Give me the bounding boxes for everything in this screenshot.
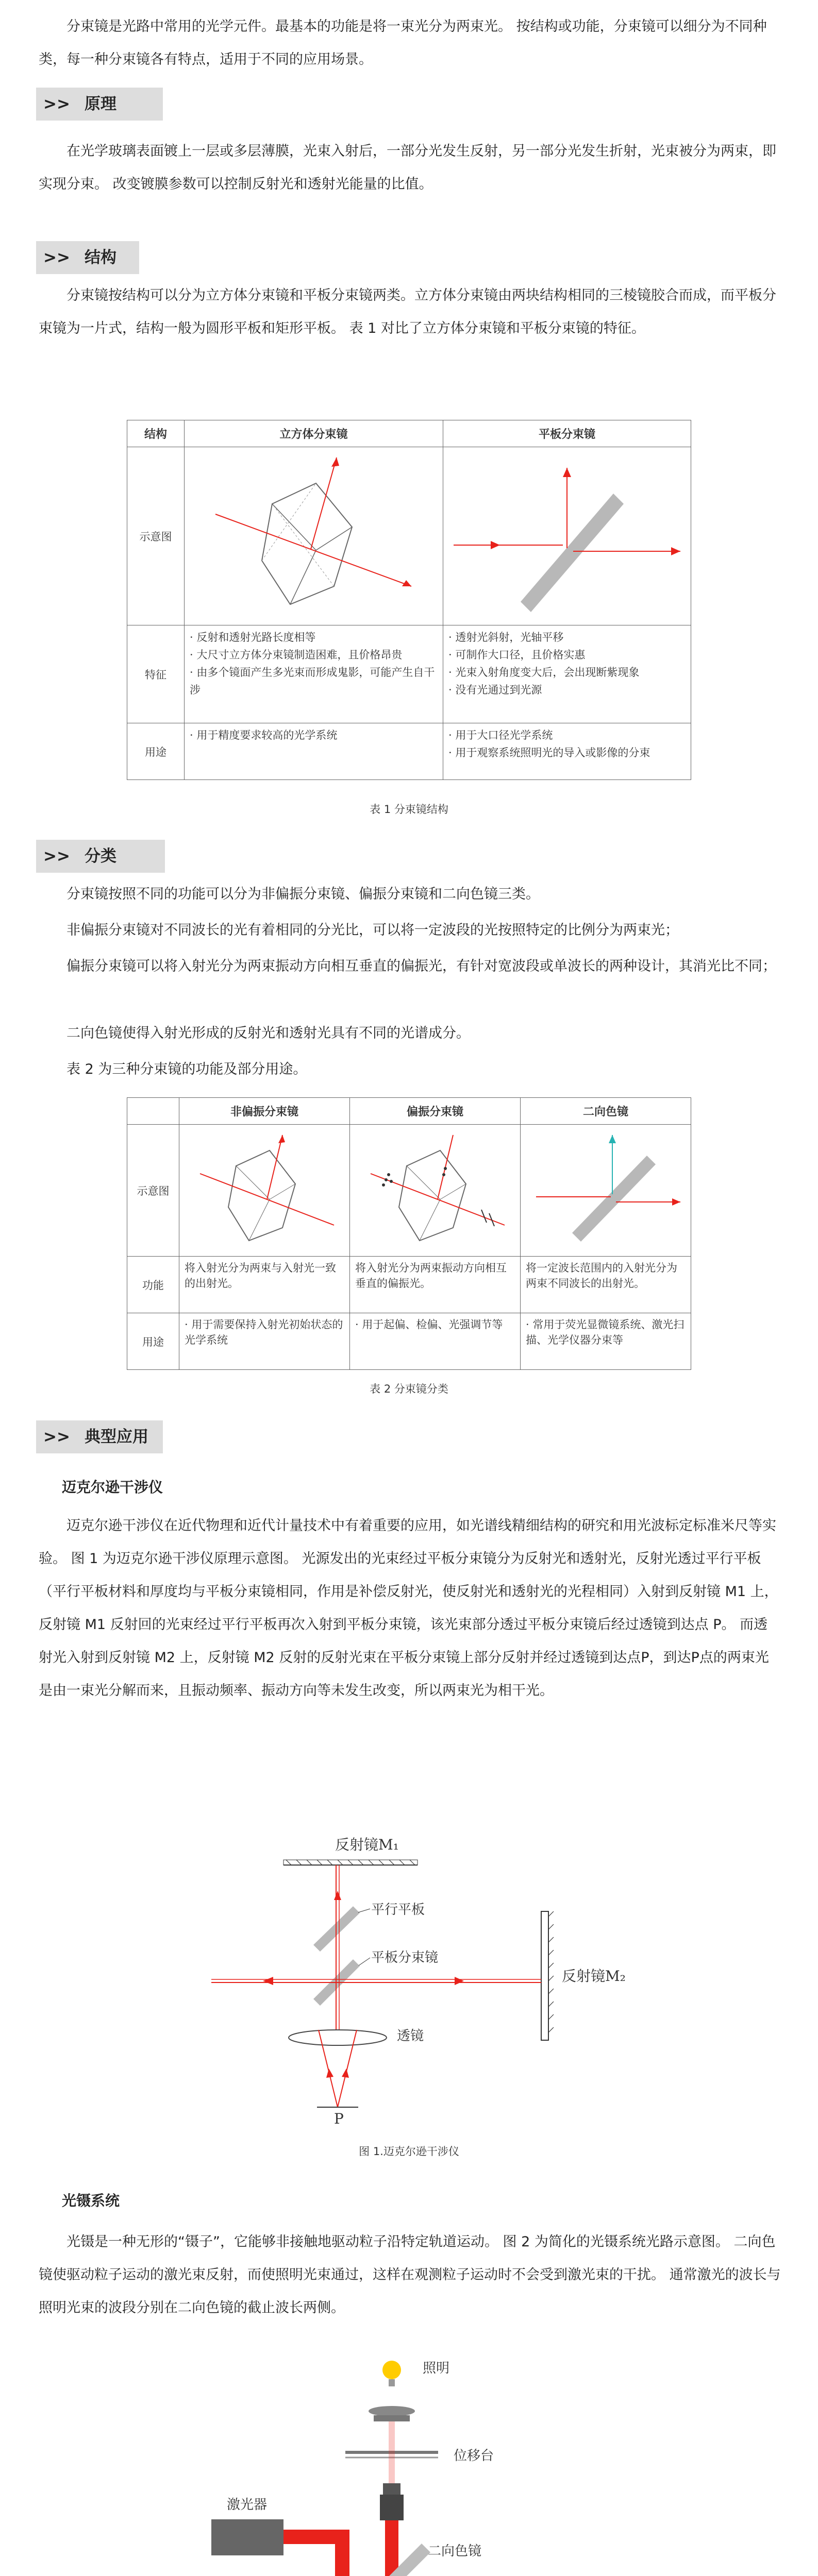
use-cell: · 常用于荧光显微镜系统、激光扫描、光学仪器分束等 — [521, 1313, 691, 1370]
plate-beamsplitter-diagram — [443, 447, 691, 622]
table-1 — [127, 420, 691, 780]
table2-row-label: 功能 — [127, 1257, 179, 1313]
tweezers-figure — [175, 2349, 588, 2576]
principle-heading — [36, 88, 163, 121]
label-light: 照明 — [423, 2361, 450, 2376]
feature-item: · 透射光斜射，光轴平移 — [448, 631, 564, 643]
table-2 — [127, 1097, 691, 1370]
label-stage: 位移台 — [454, 2448, 494, 2464]
cube-diagram-cell — [185, 447, 443, 625]
polarizing-diagram-cell — [350, 1125, 521, 1257]
feature-item: · 大尺寸立方体分束镜制造困难，且价格昂贵 — [190, 649, 403, 661]
use-item: · 用于精度要求较高的光学系统 — [190, 729, 338, 741]
table2-caption: 表 2 分束镜分类 — [370, 1383, 448, 1395]
feature-item: · 反射和透射光路长度相等 — [190, 631, 316, 643]
plate-diagram-cell — [443, 447, 691, 625]
chevron-icon: >> — [43, 95, 70, 113]
label-m2: 反射镜M₂ — [562, 1968, 626, 1985]
non-polarizing-diagram-cell — [179, 1125, 350, 1257]
table2-header: 偏振分束镜 — [350, 1098, 521, 1125]
classification-p5: 表 2 为三种分束镜的功能及部分用途。 — [66, 1061, 307, 1077]
table1-header: 平板分束镜 — [443, 420, 691, 447]
intro-paragraph: 分束镜是光路中常用的光学元件。最基本的功能是将一束光分为两束光。 按结构或功能，分束镜可以细分为不同种类，每一种分束镜各有特点，适用于不同的应用场景。 — [39, 19, 767, 67]
michelson-title: 迈克尔逊干涉仪 — [62, 1479, 163, 1496]
structure-paragraph: 分束镜按结构可以分为立方体分束镜和平板分束镜两类。立方体分束镜由两块结构相同的三棱镜胶合而成，而平板分束镜为一片式，结构一般为圆形平板和矩形平板。 表 1 对比了立方体分束镜和平板分束镜的特征。 — [39, 287, 776, 336]
applications-title: 典型应用 — [85, 1428, 148, 1446]
dichroic-diagram-cell — [521, 1125, 691, 1257]
dichroic-diagram — [521, 1125, 691, 1253]
principle-title: 原理 — [85, 95, 116, 113]
feature-item: · 没有光通过到光源 — [448, 684, 542, 696]
tweezers-paragraph: 光镊是一种无形的“镊子”，它能够非接触地驱动粒子沿特定轨道运动。 图 2 为简化的光镊系统光路示意图。 二向色镜使驱动粒子运动的激光束反射，而使照明光束通过，这样在观测粒子运动时不会受到激光束的干扰。 通常激光的波长与照明光束的波段分别在二向色镜的截止波长两侧。 — [39, 2234, 781, 2316]
use-cell: · 用于起偏、检偏、光强调节等 — [350, 1313, 521, 1370]
function-cell: 将入射光分为两束振动方向相互垂直的偏振光。 — [350, 1257, 521, 1313]
label-bs: 平板分束镜 — [371, 1950, 439, 1965]
classification-title: 分类 — [85, 847, 116, 866]
table1-caption: 表 1 分束镜结构 — [370, 803, 448, 816]
classification-p3: 偏振分束镜可以将入射光分为两束振动方向相互垂直的偏振光，有针对宽波段或单波长的两种设计，其消光比不同； — [66, 958, 776, 974]
tweezers-title: 光镊系统 — [62, 2192, 120, 2209]
cube-beamsplitter-diagram — [185, 447, 432, 622]
polarizing-diagram — [350, 1125, 520, 1253]
michelson-figure — [206, 1834, 626, 2128]
principle-paragraph: 在光学玻璃表面镀上一层或多层薄膜，光束入射后，一部分光发生反射，另一部分光发生折射，光束被分为两束，即实现分束。 改变镀膜参数可以控制反射光和透射光能量的比值。 — [39, 143, 776, 192]
michelson-paragraph: 迈克尔逊干涉仪在近代物理和近代计量技术中有着重要的应用，如光谱线精细结构的研究和用光波标定标准米尺等实验。 图 1 为迈克尔逊干涉仪原理示意图。 光源发出的光束经过平板分束镜分为反射光和透射光，反射光透过平行平板（平行平板材料和厚度均与平板分束镜相同，作用是补偿反射光，使反射光和透射光的光程相同）入射到反射镜 M1 上，反射镜 M1 反射回的光束经过平行平板再次入射到平板分束镜，该光束部分透过平板分束镜后经过透镜到达点 P。 而透射光入射到反射镜 M2 上，反射镜 M2 反射的反射光束在平板分束镜上部分反射并经过透镜到达点P，到达P点的两束光是由一束光分解而来，且振动频率、振动方向等未发生改变，所以两束光为相干光。 — [39, 1518, 778, 1699]
feature-item: · 光束入射角度变大后，会出现断紫现象 — [448, 666, 640, 679]
label-p: P — [334, 2110, 344, 2127]
label-dichroic: 二向色镜 — [428, 2544, 482, 2559]
cube-use-cell — [185, 723, 443, 780]
figure1-caption: 图 1.迈克尔逊干涉仪 — [359, 2145, 459, 2158]
label-lens: 透镜 — [397, 2028, 424, 2044]
table1-row-label: 示意图 — [127, 447, 185, 625]
chevron-icon: >> — [43, 1428, 70, 1446]
table2-header: 非偏振分束镜 — [179, 1098, 350, 1125]
table1-header: 结构 — [127, 420, 185, 447]
function-cell: 将入射光分为两束与入射光一致的出射光。 — [179, 1257, 350, 1313]
table2-row-label: 示意图 — [127, 1125, 179, 1257]
chevron-icon: >> — [43, 248, 70, 267]
use-item: · 用于大口径光学系统 — [448, 729, 553, 741]
classification-p2: 非偏振分束镜对不同波长的光有着相同的分光比，可以将一定波段的光按照特定的比例分为两束光； — [66, 922, 679, 938]
chevron-icon: >> — [43, 847, 70, 866]
table2-header — [127, 1098, 179, 1125]
table1-row-label: 用途 — [127, 723, 185, 780]
plate-use-cell — [443, 723, 691, 780]
table1-row-label: 特征 — [127, 625, 185, 723]
function-cell: 将一定波长范围内的入射光分为两束不同波长的出射光。 — [521, 1257, 691, 1313]
non-polarizing-diagram — [179, 1125, 349, 1253]
cube-features-cell — [185, 625, 443, 723]
label-laser: 激光器 — [227, 2497, 268, 2513]
plate-features-cell — [443, 625, 691, 723]
use-cell: · 用于需要保持入射光初始状态的光学系统 — [179, 1313, 350, 1370]
use-item: · 用于观察系统照明光的导入或影像的分束 — [448, 747, 650, 759]
feature-item: · 由多个镜面产生多光束而形成鬼影，可能产生自干涉 — [190, 666, 435, 696]
label-m1: 反射镜M₁ — [335, 1836, 399, 1853]
structure-heading — [36, 241, 139, 274]
label-plate: 平行平板 — [371, 1902, 425, 1918]
structure-title: 结构 — [85, 248, 116, 267]
table2-header: 二向色镜 — [521, 1098, 691, 1125]
feature-item: · 可制作大口径，且价格实惠 — [448, 649, 586, 661]
classification-p4: 二向色镜使得入射光形成的反射光和透射光具有不同的光谱成分。 — [66, 1025, 470, 1041]
classification-heading — [36, 840, 165, 873]
classification-p1: 分束镜按照不同的功能可以分为非偏振分束镜、偏振分束镜和二向色镜三类。 — [66, 886, 540, 902]
applications-heading — [36, 1420, 163, 1453]
table1-header: 立方体分束镜 — [185, 420, 443, 447]
table2-row-label: 用途 — [127, 1313, 179, 1370]
